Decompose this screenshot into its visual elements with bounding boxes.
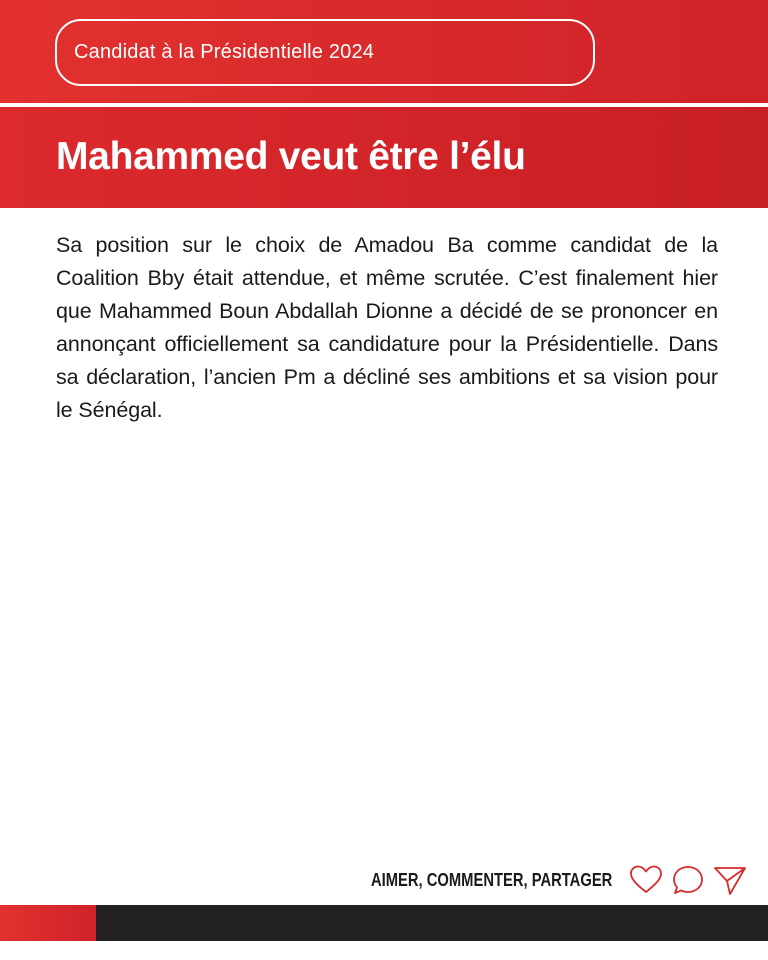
article-body: Sa position sur le choix de Amadou Ba comme candidat de la Coalition Bby était attendue, et même scrutée. C’est finalement hier que Mahammed Boun Abdallah Dionne a décidé de se prononcer en annonçant officiellement sa candidature pour la Présidentielle. Dans sa déclaration, l’ancien Pm a décliné ses ambitions et sa vision pour le Sénégal. bbox=[56, 233, 718, 422]
send-icon[interactable] bbox=[712, 862, 748, 898]
category-label: Candidat à la Présidentielle 2024 bbox=[74, 41, 375, 63]
footer-accent bbox=[0, 905, 96, 941]
heart-icon[interactable] bbox=[628, 862, 664, 898]
headline: Mahammed veut être l’élu bbox=[56, 135, 526, 178]
footer-bar bbox=[0, 905, 768, 941]
category-pill bbox=[55, 19, 595, 86]
social-actions bbox=[318, 860, 748, 900]
comment-icon[interactable] bbox=[670, 862, 706, 898]
actions-label: AIMER, COMMENTER, PARTAGER bbox=[370, 869, 612, 890]
